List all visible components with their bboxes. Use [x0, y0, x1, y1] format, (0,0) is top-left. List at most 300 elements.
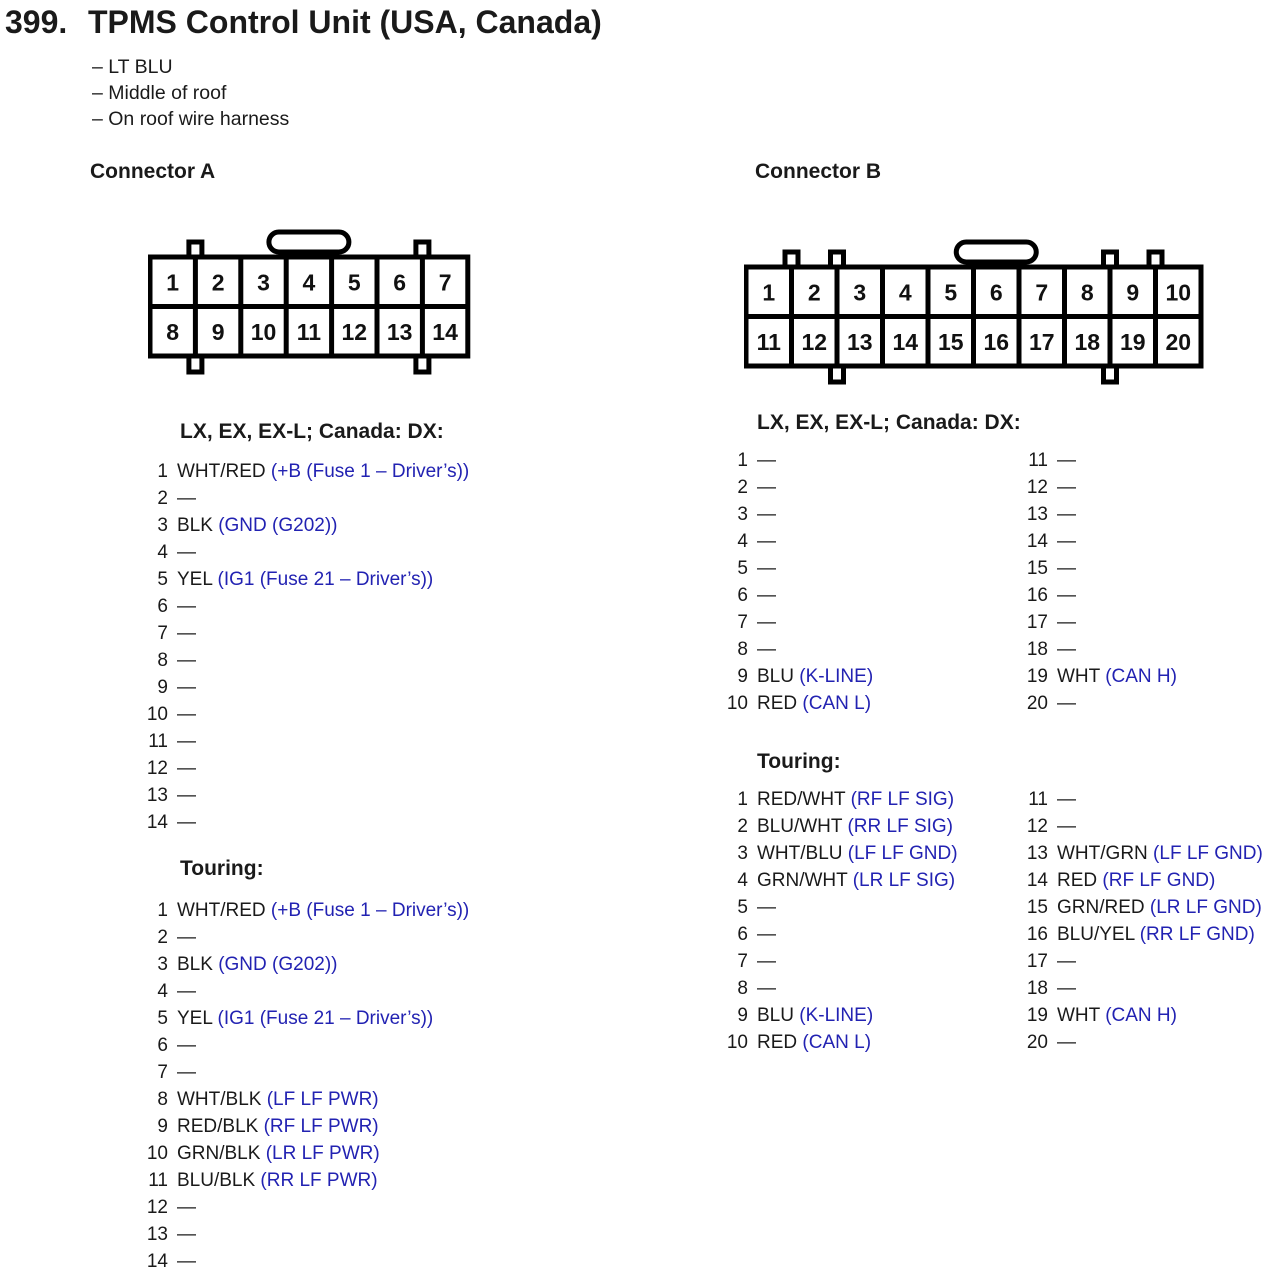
pin-number: 3 — [157, 515, 168, 536]
diagram-pin-number: 5 — [944, 279, 958, 306]
pin-number: 5 — [157, 569, 168, 590]
pin-row — [1018, 1002, 1263, 1029]
pin-list-column — [138, 897, 469, 1275]
wire-color: RED — [757, 1032, 798, 1053]
pin-row — [1018, 786, 1263, 813]
wire-color: BLU/WHT — [757, 816, 843, 837]
pin-row — [138, 593, 469, 620]
trim-level-title: Touring: — [180, 857, 264, 880]
pin-row — [138, 951, 469, 978]
wire-color: RED — [1057, 870, 1098, 891]
pin-number: 6 — [157, 596, 168, 617]
pin-number: 6 — [157, 1035, 168, 1056]
pin-assignment — [177, 809, 196, 836]
diagram-pin-number: 6 — [393, 269, 407, 296]
pin-number: 4 — [737, 870, 748, 891]
pin-assignment — [177, 924, 196, 951]
pin-row — [1018, 690, 1177, 717]
pin-assignment — [1057, 501, 1076, 528]
pin-number: 13 — [1026, 843, 1048, 864]
pin-number: 16 — [1026, 585, 1048, 606]
pin-row — [1018, 894, 1263, 921]
pin-assignment — [1057, 555, 1076, 582]
pin-assignment — [177, 593, 196, 620]
pin-row — [718, 975, 1018, 1002]
wire-color: — — [177, 981, 196, 1002]
pin-row — [138, 458, 469, 485]
wire-color: — — [757, 612, 776, 633]
wire-color: GRN/BLK — [177, 1143, 261, 1164]
wire-color: — — [177, 1224, 196, 1245]
pin-assignment — [757, 609, 776, 636]
pin-assignment — [177, 566, 433, 593]
signal-label: (LR LF GND) — [1144, 897, 1262, 918]
pin-row — [138, 1059, 469, 1086]
signal-label: (RF LF SIG) — [845, 789, 955, 810]
pin-number: 13 — [146, 1224, 168, 1245]
pin-assignment — [177, 1221, 196, 1248]
diagram-pin-number: 1 — [166, 269, 180, 296]
pin-assignment — [757, 555, 776, 582]
wire-color: — — [757, 531, 776, 552]
diagram-pin-number: 12 — [341, 318, 368, 345]
wire-color: BLU — [757, 1005, 794, 1026]
pin-list — [138, 458, 469, 836]
signal-label: (RF LF GND) — [1097, 870, 1216, 891]
pin-row — [718, 1002, 1018, 1029]
connector-a-pin-diagram — [148, 228, 474, 383]
pin-row — [1018, 813, 1263, 840]
pin-row — [718, 528, 1018, 555]
wire-color: — — [177, 677, 196, 698]
pin-number: 6 — [737, 585, 748, 606]
wire-color: — — [177, 758, 196, 779]
pin-number: 10 — [146, 704, 168, 725]
signal-label: (LF LF GND) — [1147, 843, 1263, 864]
pin-list-column — [1018, 447, 1177, 717]
trim-level-title: LX, EX, EX-L; Canada: DX: — [757, 411, 1021, 434]
wire-color: — — [757, 504, 776, 525]
pin-list-column — [718, 786, 1018, 1056]
wire-color: RED/BLK — [177, 1116, 259, 1137]
pin-assignment — [177, 512, 338, 539]
signal-label: (GND (G202)) — [212, 515, 338, 536]
wire-color: — — [1057, 612, 1076, 633]
pin-assignment — [757, 474, 776, 501]
signal-label: (IG1 (Fuse 21 – Driver’s)) — [212, 1008, 434, 1029]
signal-label: (K-LINE) — [793, 1005, 874, 1026]
wire-color: — — [1057, 531, 1076, 552]
pin-assignment — [177, 539, 196, 566]
pin-assignment — [1057, 609, 1076, 636]
pin-number: 14 — [1026, 531, 1048, 552]
pin-assignment — [177, 755, 196, 782]
signal-label: (LR LF SIG) — [847, 870, 956, 891]
pin-row — [718, 582, 1018, 609]
wire-color: — — [177, 650, 196, 671]
pin-number: 12 — [1026, 816, 1048, 837]
pin-list — [718, 786, 1263, 1056]
pin-number: 2 — [157, 927, 168, 948]
pin-number: 8 — [737, 978, 748, 999]
diagram-pin-number: 8 — [1080, 279, 1094, 306]
pin-row — [718, 501, 1018, 528]
pin-number: 20 — [1026, 1032, 1048, 1053]
pin-assignment — [1057, 582, 1076, 609]
pin-assignment — [1057, 1002, 1177, 1029]
wire-color: — — [177, 623, 196, 644]
pin-assignment — [757, 921, 776, 948]
pin-row — [718, 447, 1018, 474]
pin-number: 6 — [737, 924, 748, 945]
diagram-pin-number: 11 — [296, 318, 322, 345]
pin-number: 4 — [157, 542, 168, 563]
pin-assignment — [757, 663, 873, 690]
pin-row — [138, 512, 469, 539]
diagram-pin-number: 13 — [386, 318, 413, 345]
wire-color: RED — [757, 693, 798, 714]
pin-row — [138, 728, 469, 755]
wire-color: WHT/GRN — [1057, 843, 1148, 864]
pin-number: 1 — [737, 450, 748, 471]
pin-number: 3 — [737, 843, 748, 864]
wire-color: BLK — [177, 515, 213, 536]
pin-assignment — [177, 897, 469, 924]
page-title-text: TPMS Control Unit (USA, Canada) — [88, 4, 602, 40]
pin-number: 20 — [1026, 693, 1048, 714]
diagram-pin-number: 10 — [250, 318, 277, 345]
wire-color: — — [177, 1251, 196, 1272]
pin-assignment — [177, 1140, 380, 1167]
pin-row — [718, 948, 1018, 975]
signal-label: (RR LF SIG) — [842, 816, 954, 837]
pin-row — [1018, 663, 1177, 690]
pin-number: 8 — [157, 1089, 168, 1110]
pin-row — [138, 620, 469, 647]
pin-row — [138, 1086, 469, 1113]
pin-assignment — [757, 867, 955, 894]
pin-assignment — [177, 951, 338, 978]
pin-row — [718, 474, 1018, 501]
pin-number: 17 — [1026, 612, 1048, 633]
pin-number: 15 — [1026, 558, 1048, 579]
pin-row — [1018, 975, 1263, 1002]
signal-label: (K-LINE) — [793, 666, 874, 687]
pin-row — [138, 897, 469, 924]
pin-assignment — [177, 620, 196, 647]
pin-number: 5 — [737, 558, 748, 579]
pin-assignment — [177, 701, 196, 728]
pin-number: 5 — [737, 897, 748, 918]
pin-number: 8 — [737, 639, 748, 660]
diagram-pin-number: 3 — [853, 279, 867, 306]
pin-number: 1 — [157, 900, 168, 921]
pin-assignment — [177, 647, 196, 674]
pin-assignment — [177, 728, 196, 755]
wire-color: — — [177, 731, 196, 752]
signal-label: (CAN H) — [1099, 1005, 1177, 1026]
pin-number: 19 — [1026, 666, 1048, 687]
signal-label: (IG1 (Fuse 21 – Driver’s)) — [212, 569, 434, 590]
pin-assignment — [1057, 1029, 1076, 1056]
signal-label: (RR LF PWR) — [255, 1170, 378, 1191]
diagram-pin-number: 12 — [801, 328, 828, 355]
pin-row — [138, 1248, 469, 1275]
diagram-pin-number: 20 — [1165, 328, 1192, 355]
pin-row — [718, 894, 1018, 921]
location-notes — [92, 54, 289, 132]
pin-row — [138, 978, 469, 1005]
pin-row — [718, 690, 1018, 717]
wire-color: — — [757, 639, 776, 660]
diagram-pin-number: 6 — [989, 279, 1003, 306]
pin-row — [138, 647, 469, 674]
wire-color: — — [1057, 477, 1076, 498]
pin-assignment — [1057, 447, 1076, 474]
diagram-pin-number: 11 — [756, 328, 781, 355]
diagram-pin-number: 1 — [762, 279, 776, 306]
pin-row — [718, 555, 1018, 582]
pin-number: 5 — [157, 1008, 168, 1029]
wire-color: BLU/YEL — [1057, 924, 1135, 945]
pin-assignment — [1057, 636, 1076, 663]
signal-label: (GND (G202)) — [212, 954, 338, 975]
pin-list-column — [138, 458, 469, 836]
trim-level-title: LX, EX, EX-L; Canada: DX: — [180, 420, 444, 443]
wire-color: — — [1057, 639, 1076, 660]
pin-row — [718, 921, 1018, 948]
pin-assignment — [1057, 663, 1177, 690]
pin-row — [718, 1029, 1018, 1056]
pin-number: 9 — [737, 666, 748, 687]
signal-label: (LF LF GND) — [842, 843, 958, 864]
pin-assignment — [177, 978, 196, 1005]
pin-number: 13 — [1026, 504, 1048, 525]
connector-b-pin-diagram — [744, 238, 1207, 393]
pin-row — [1018, 867, 1263, 894]
wire-color: — — [1057, 693, 1076, 714]
pin-assignment — [1057, 894, 1262, 921]
pin-number: 2 — [737, 477, 748, 498]
pin-assignment — [757, 786, 954, 813]
wire-color: WHT — [1057, 1005, 1100, 1026]
pin-number: 3 — [737, 504, 748, 525]
pin-list-column — [718, 447, 1018, 717]
signal-label: (RF LF PWR) — [258, 1116, 379, 1137]
pin-row — [1018, 501, 1177, 528]
pin-assignment — [757, 840, 958, 867]
pin-row — [138, 1167, 469, 1194]
pin-row — [1018, 474, 1177, 501]
diagram-pin-number: 9 — [211, 318, 225, 345]
pin-number: 1 — [737, 789, 748, 810]
wire-color: RED/WHT — [757, 789, 846, 810]
pin-assignment — [757, 636, 776, 663]
pin-row — [138, 701, 469, 728]
pin-assignment — [1057, 690, 1076, 717]
pin-assignment — [177, 1032, 196, 1059]
pin-row — [138, 809, 469, 836]
wire-color: — — [177, 1035, 196, 1056]
pin-assignment — [177, 1167, 378, 1194]
wire-color: WHT/RED — [177, 900, 266, 921]
pin-row — [1018, 528, 1177, 555]
pin-number: 10 — [146, 1143, 168, 1164]
diagram-pin-number: 18 — [1074, 328, 1101, 355]
pin-row — [138, 485, 469, 512]
connector-shape — [744, 238, 1207, 388]
wire-color: — — [177, 704, 196, 725]
pin-row — [138, 782, 469, 809]
wire-color: — — [1057, 504, 1076, 525]
wire-color: — — [1057, 978, 1076, 999]
pin-assignment — [1057, 975, 1076, 1002]
wire-color: BLK — [177, 954, 213, 975]
pin-row — [138, 1113, 469, 1140]
pin-number: 10 — [726, 1032, 748, 1053]
wire-color: GRN/WHT — [757, 870, 848, 891]
pin-assignment — [1057, 786, 1076, 813]
wire-color: — — [757, 477, 776, 498]
pin-number: 15 — [1026, 897, 1048, 918]
wire-color: — — [1057, 1032, 1076, 1053]
pin-assignment — [177, 1005, 433, 1032]
wire-color: — — [177, 542, 196, 563]
pin-row — [138, 1032, 469, 1059]
pin-number: 3 — [157, 954, 168, 975]
pin-row — [138, 1194, 469, 1221]
pin-assignment — [177, 1113, 379, 1140]
wire-color: BLU/BLK — [177, 1170, 256, 1191]
pin-number: 2 — [737, 816, 748, 837]
wire-color: — — [1057, 558, 1076, 579]
wire-color: GRN/RED — [1057, 897, 1145, 918]
pin-number: 7 — [737, 612, 748, 633]
pin-assignment — [757, 582, 776, 609]
pin-assignment — [177, 782, 196, 809]
pin-number: 4 — [737, 531, 748, 552]
wire-color: WHT/BLK — [177, 1089, 262, 1110]
wire-color: — — [177, 785, 196, 806]
pin-row — [1018, 609, 1177, 636]
pin-row — [1018, 447, 1177, 474]
pin-number: 8 — [157, 650, 168, 671]
wire-color: YEL — [177, 1008, 213, 1029]
wire-color: YEL — [177, 569, 213, 590]
signal-label: (CAN H) — [1099, 666, 1177, 687]
diagram-pin-number: 16 — [983, 328, 1010, 355]
pin-row — [1018, 636, 1177, 663]
section-number: 399. — [5, 4, 68, 40]
diagram-pin-number: 5 — [347, 269, 361, 296]
pin-assignment — [177, 674, 196, 701]
pin-number: 9 — [737, 1005, 748, 1026]
signal-label: (+B (Fuse 1 – Driver’s)) — [265, 900, 470, 921]
diagram-pin-number: 4 — [898, 279, 912, 306]
signal-label: (CAN L) — [797, 1032, 872, 1053]
pin-number: 17 — [1026, 951, 1048, 972]
pin-row — [1018, 582, 1177, 609]
wire-color: WHT/BLU — [757, 843, 843, 864]
pin-assignment — [1057, 948, 1076, 975]
pin-row — [1018, 840, 1263, 867]
pin-number: 12 — [146, 1197, 168, 1218]
wire-color: — — [757, 450, 776, 471]
pin-row — [1018, 555, 1177, 582]
pin-number: 14 — [146, 812, 168, 833]
pin-assignment — [177, 1248, 196, 1275]
pin-row — [718, 786, 1018, 813]
wire-color: — — [177, 488, 196, 509]
diagram-pin-number: 2 — [211, 269, 225, 296]
pin-number: 9 — [157, 1116, 168, 1137]
wire-color: — — [177, 1062, 196, 1083]
pin-assignment — [1057, 867, 1215, 894]
pin-number: 2 — [157, 488, 168, 509]
pin-assignment — [1057, 528, 1076, 555]
pin-number: 13 — [146, 785, 168, 806]
diagram-pin-number: 17 — [1028, 328, 1055, 355]
pin-assignment — [757, 1002, 873, 1029]
wire-color: — — [757, 585, 776, 606]
diagram-pin-number: 14 — [432, 318, 458, 345]
pin-number: 16 — [1026, 924, 1048, 945]
pin-list — [138, 897, 469, 1275]
pin-assignment — [757, 975, 776, 1002]
pin-row — [1018, 921, 1263, 948]
pin-number: 10 — [726, 693, 748, 714]
pin-assignment — [757, 948, 776, 975]
pin-row — [718, 663, 1018, 690]
pin-number: 4 — [157, 981, 168, 1002]
wire-color: — — [177, 812, 196, 833]
pin-number: 9 — [157, 677, 168, 698]
pin-number: 1 — [157, 461, 168, 482]
pin-list-column — [1018, 786, 1263, 1056]
pin-assignment — [757, 528, 776, 555]
diagram-pin-number: 2 — [807, 279, 821, 306]
wire-color: BLU — [757, 666, 794, 687]
pin-assignment — [177, 458, 469, 485]
page-title — [5, 4, 602, 41]
wire-color: — — [757, 897, 776, 918]
wire-color: — — [1057, 816, 1076, 837]
signal-label: (LF LF PWR) — [261, 1089, 379, 1110]
signal-label: (LR LF PWR) — [260, 1143, 380, 1164]
pin-assignment — [1057, 840, 1263, 867]
pin-row — [718, 840, 1018, 867]
pin-row — [138, 1140, 469, 1167]
pin-assignment — [1057, 474, 1076, 501]
diagram-pin-number: 14 — [892, 328, 919, 355]
signal-label: (+B (Fuse 1 – Driver’s)) — [265, 461, 470, 482]
pin-assignment — [757, 1029, 871, 1056]
pin-row — [138, 674, 469, 701]
pin-number: 12 — [1026, 477, 1048, 498]
pin-number: 14 — [146, 1251, 168, 1272]
wire-color: — — [177, 596, 196, 617]
wire-color: — — [177, 927, 196, 948]
diagram-pin-number: 13 — [846, 328, 873, 355]
pin-number: 7 — [157, 1062, 168, 1083]
pin-assignment — [757, 447, 776, 474]
signal-label: (CAN L) — [797, 693, 872, 714]
note-line: – On roof wire harness — [92, 108, 290, 130]
pin-assignment — [177, 1086, 379, 1113]
pin-assignment — [1057, 921, 1255, 948]
connector-b-heading: Connector B — [755, 160, 881, 183]
wire-color: — — [757, 924, 776, 945]
